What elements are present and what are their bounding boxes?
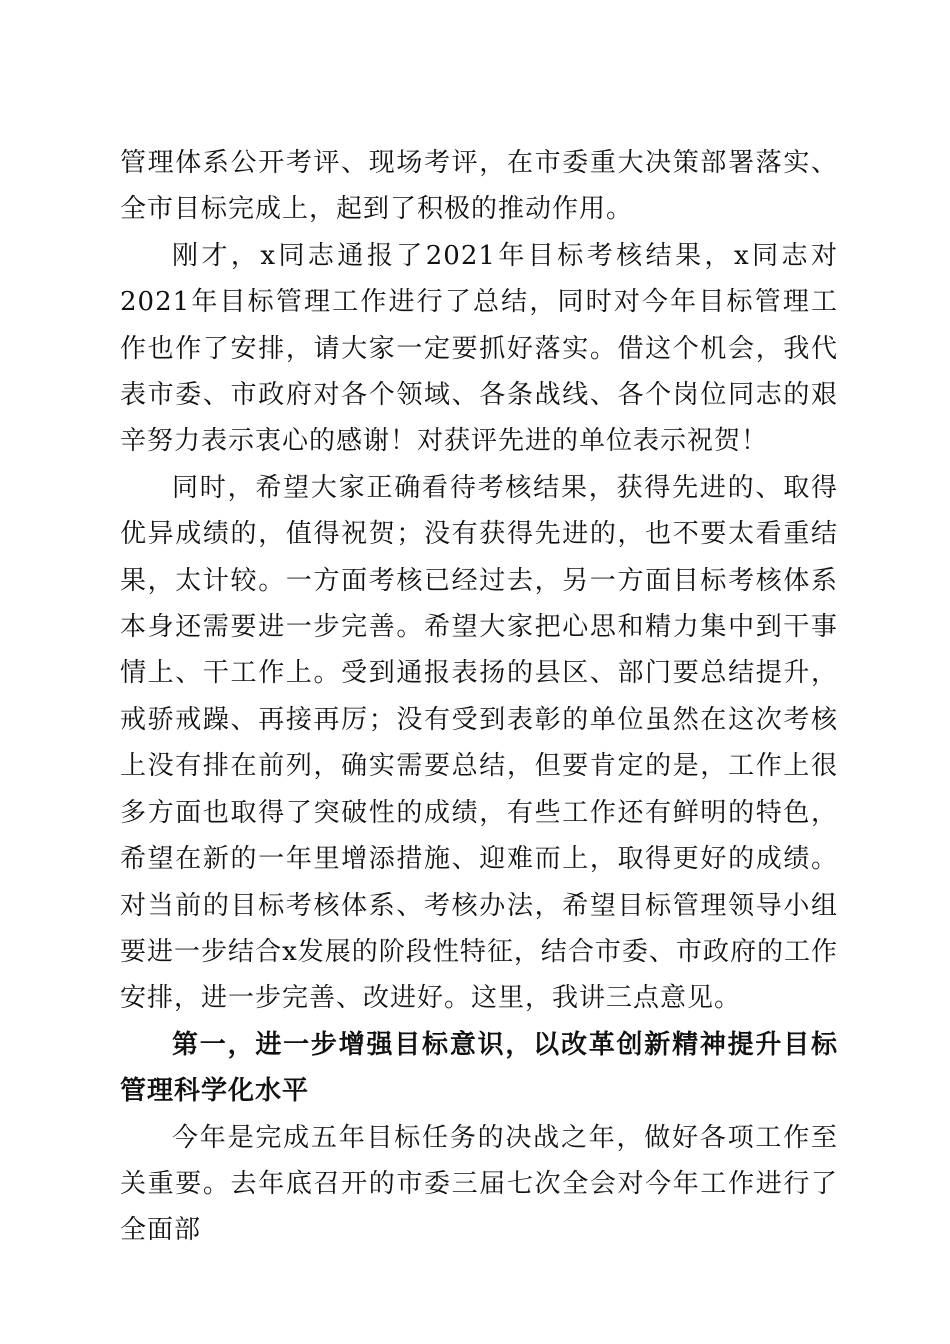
section-heading-1: 第一，进一步增强目标意识，以改革创新精神提升目标管理科学化水平: [120, 1029, 838, 1107]
paragraph-3: 同时，希望大家正确看待考核结果，获得先进的、取得优异成绩的，值得祝贺；没有获得先进的，也不要太看重结果，太计较。一方面考核已经过去，另一方面目标考核体系本身还需要进一步完善。希望大家把心思和精力集中到干事情上、干工作上。受到通报表扬的县区、部门要总结提升，戒骄戒躁、再接再厉；没有受到表彰的单位虽然在这次考核上没有排在前列，确实需要总结，但要肯定的是，工作上很多方面也取得了突破性的成绩，有些工作还有鲜明的特色，希望在新的一年里增添措施、迎难而上，取得更好的成绩。对当前的目标考核体系、考核办法，希望目标管理领导小组要进一步结合x发展的阶段性特征，结合市委、市政府的工作安排，进一步完善、改进好。这里，我讲三点意见。: [120, 472, 838, 1014]
document-page: [120, 140, 838, 1254]
paragraph-2: 刚才，x同志通报了2021年目标考核结果，x同志对2021年目标管理工作进行了总结，同时对今年目标管理工作也作了安排，请大家一定要抓好落实。借这个机会，我代表市委、市政府对各个领域、各条战线、各个岗位同志的艰辛努力表示衷心的感谢！对获评先进的单位表示祝贺！: [120, 240, 838, 457]
paragraph-1: 管理体系公开考评、现场考评，在市委重大决策部署落实、全市目标完成上，起到了积极的推动作用。: [120, 148, 838, 225]
paragraph-4: 今年是完成五年目标任务的决战之年，做好各项工作至关重要。去年底召开的市委三届七次全会对今年工作进行了全面部: [120, 1122, 838, 1246]
